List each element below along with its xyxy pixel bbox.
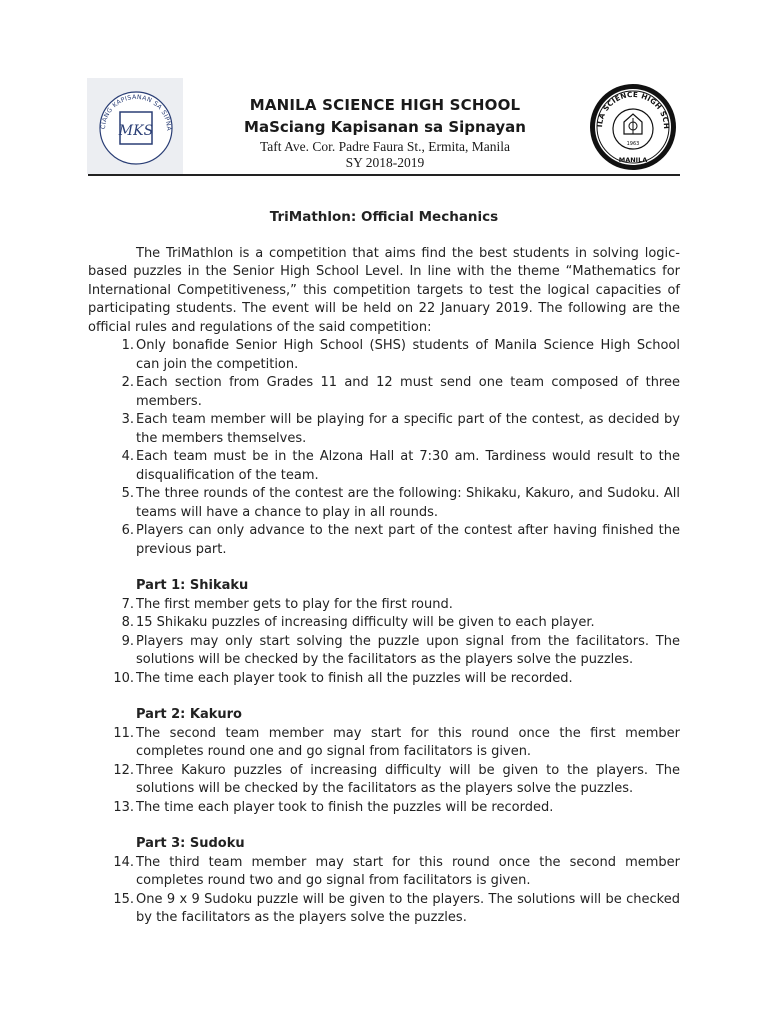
item-text: The time each player took to finish the puzzles will be recorded. bbox=[136, 799, 554, 815]
mks-logo-ring-text: CIANG KAPISANAN SA SIPNA bbox=[99, 93, 173, 131]
list-item bbox=[88, 374, 680, 411]
school-seal bbox=[588, 82, 678, 172]
mks-logo bbox=[87, 78, 183, 174]
item-number: 12. bbox=[113, 762, 134, 778]
item-text: Players may only start solving the puzzle upon signal from the facilitators. The solutions will be checked by the facilitators as the players solve the puzzles. bbox=[136, 633, 680, 667]
item-number: 4. bbox=[121, 449, 134, 464]
list-item bbox=[88, 725, 680, 762]
mks-logo-mark: MKS bbox=[118, 123, 154, 139]
item-number: 10. bbox=[113, 670, 134, 686]
item-number: 2. bbox=[121, 375, 134, 390]
sudoku-rules-list bbox=[88, 854, 680, 928]
seal-ring-text: ILA SCIENCE HIGH SCH bbox=[594, 89, 672, 130]
header-divider bbox=[88, 174, 680, 176]
school-name: MANILA SCIENCE HIGH SCHOOL bbox=[249, 96, 521, 114]
seal-year: 1963 bbox=[626, 141, 640, 147]
list-item bbox=[88, 485, 680, 522]
list-item bbox=[88, 337, 680, 374]
part-heading-sudoku: Part 3: Sudoku bbox=[136, 836, 245, 851]
item-number: 3. bbox=[121, 412, 134, 427]
item-text: Only bonafide Senior High School (SHS) students of Manila Science High School can join the competition. bbox=[136, 338, 680, 372]
school-year: SY 2018-2019 bbox=[345, 155, 425, 170]
item-text: Three Kakuro puzzles of increasing difficulty will be given to the players. The solutions will be checked by the facilitators as the players solve the puzzles. bbox=[136, 762, 680, 796]
list-item bbox=[88, 799, 680, 818]
seal-bottom-text: MANILA bbox=[618, 156, 648, 164]
item-number: 9. bbox=[121, 633, 134, 649]
item-number: 14. bbox=[113, 854, 134, 870]
list-item bbox=[88, 633, 680, 670]
item-text: The three rounds of the contest are the following: Shikaku, Kakuro, and Sudoku. All teams will have a chance to play in all rounds. bbox=[136, 486, 680, 520]
part-heading-kakuro: Part 2: Kakuro bbox=[136, 707, 242, 722]
list-item bbox=[88, 522, 680, 559]
item-number: 1. bbox=[121, 338, 134, 353]
item-text: Each team member will be playing for a specific part of the contest, as decided by the members themselves. bbox=[136, 412, 680, 446]
item-text: The second team member may start for this round once the first member completes round one and go signal from facilitators is given. bbox=[136, 725, 680, 759]
item-text: The time each player took to finish all the puzzles will be recorded. bbox=[136, 670, 573, 686]
school-address: Taft Ave. Cor. Padre Faura St., Ermita, Manila bbox=[259, 139, 510, 154]
item-text: Players can only advance to the next part of the contest after having finished the previous part. bbox=[136, 523, 680, 557]
item-text: 15 Shikaku puzzles of increasing difficulty will be given to each player. bbox=[136, 615, 595, 630]
document-body bbox=[88, 208, 680, 928]
item-text: The third team member may start for this round once the second member completes round two and go signal from facilitators is given. bbox=[136, 854, 680, 888]
intro-paragraph: The TriMathlon is a competition that aims find the best students in solving logic-based puzzles in the Senior High School Level. In line with the theme “Mathematics for International Competitiveness,” this competition targets to test the logical capacities of participating students. The event will be held on 22 January 2019. The following are the official rules and regulations of the said competition: bbox=[88, 245, 680, 335]
list-item bbox=[88, 891, 680, 928]
shikaku-rules-list bbox=[88, 596, 680, 689]
general-rules-list bbox=[88, 337, 680, 559]
item-number: 7. bbox=[121, 596, 134, 612]
list-item bbox=[88, 854, 680, 891]
item-text: Each section from Grades 11 and 12 must send one team composed of three members. bbox=[136, 375, 680, 409]
part-heading-shikaku: Part 1: Shikaku bbox=[136, 578, 249, 593]
item-text: The first member gets to play for the first round. bbox=[136, 596, 453, 612]
list-item bbox=[88, 670, 680, 689]
item-text: Each team must be in the Alzona Hall at 7:30 am. Tardiness would result to the disqualification of the team. bbox=[136, 449, 680, 483]
item-number: 5. bbox=[121, 486, 134, 501]
item-number: 11. bbox=[113, 725, 134, 741]
list-item bbox=[88, 614, 680, 633]
item-number: 13. bbox=[113, 799, 134, 815]
letterhead bbox=[190, 95, 580, 171]
mks-logo-icon bbox=[87, 78, 183, 174]
kakuro-rules-list bbox=[88, 725, 680, 818]
item-text: One 9 x 9 Sudoku puzzle will be given to the players. The solutions will be checked by the facilitators as the players solve the puzzles. bbox=[136, 891, 680, 925]
item-number: 8. bbox=[121, 615, 134, 630]
list-item bbox=[88, 596, 680, 615]
item-number: 6. bbox=[121, 523, 134, 538]
item-number: 15. bbox=[113, 891, 134, 907]
list-item bbox=[88, 448, 680, 485]
org-name: MaSciang Kapisanan sa Sipnayan bbox=[244, 118, 526, 136]
list-item bbox=[88, 411, 680, 448]
document-title: TriMathlon: Official Mechanics bbox=[269, 209, 499, 225]
school-seal-icon bbox=[588, 82, 678, 172]
list-item bbox=[88, 762, 680, 799]
